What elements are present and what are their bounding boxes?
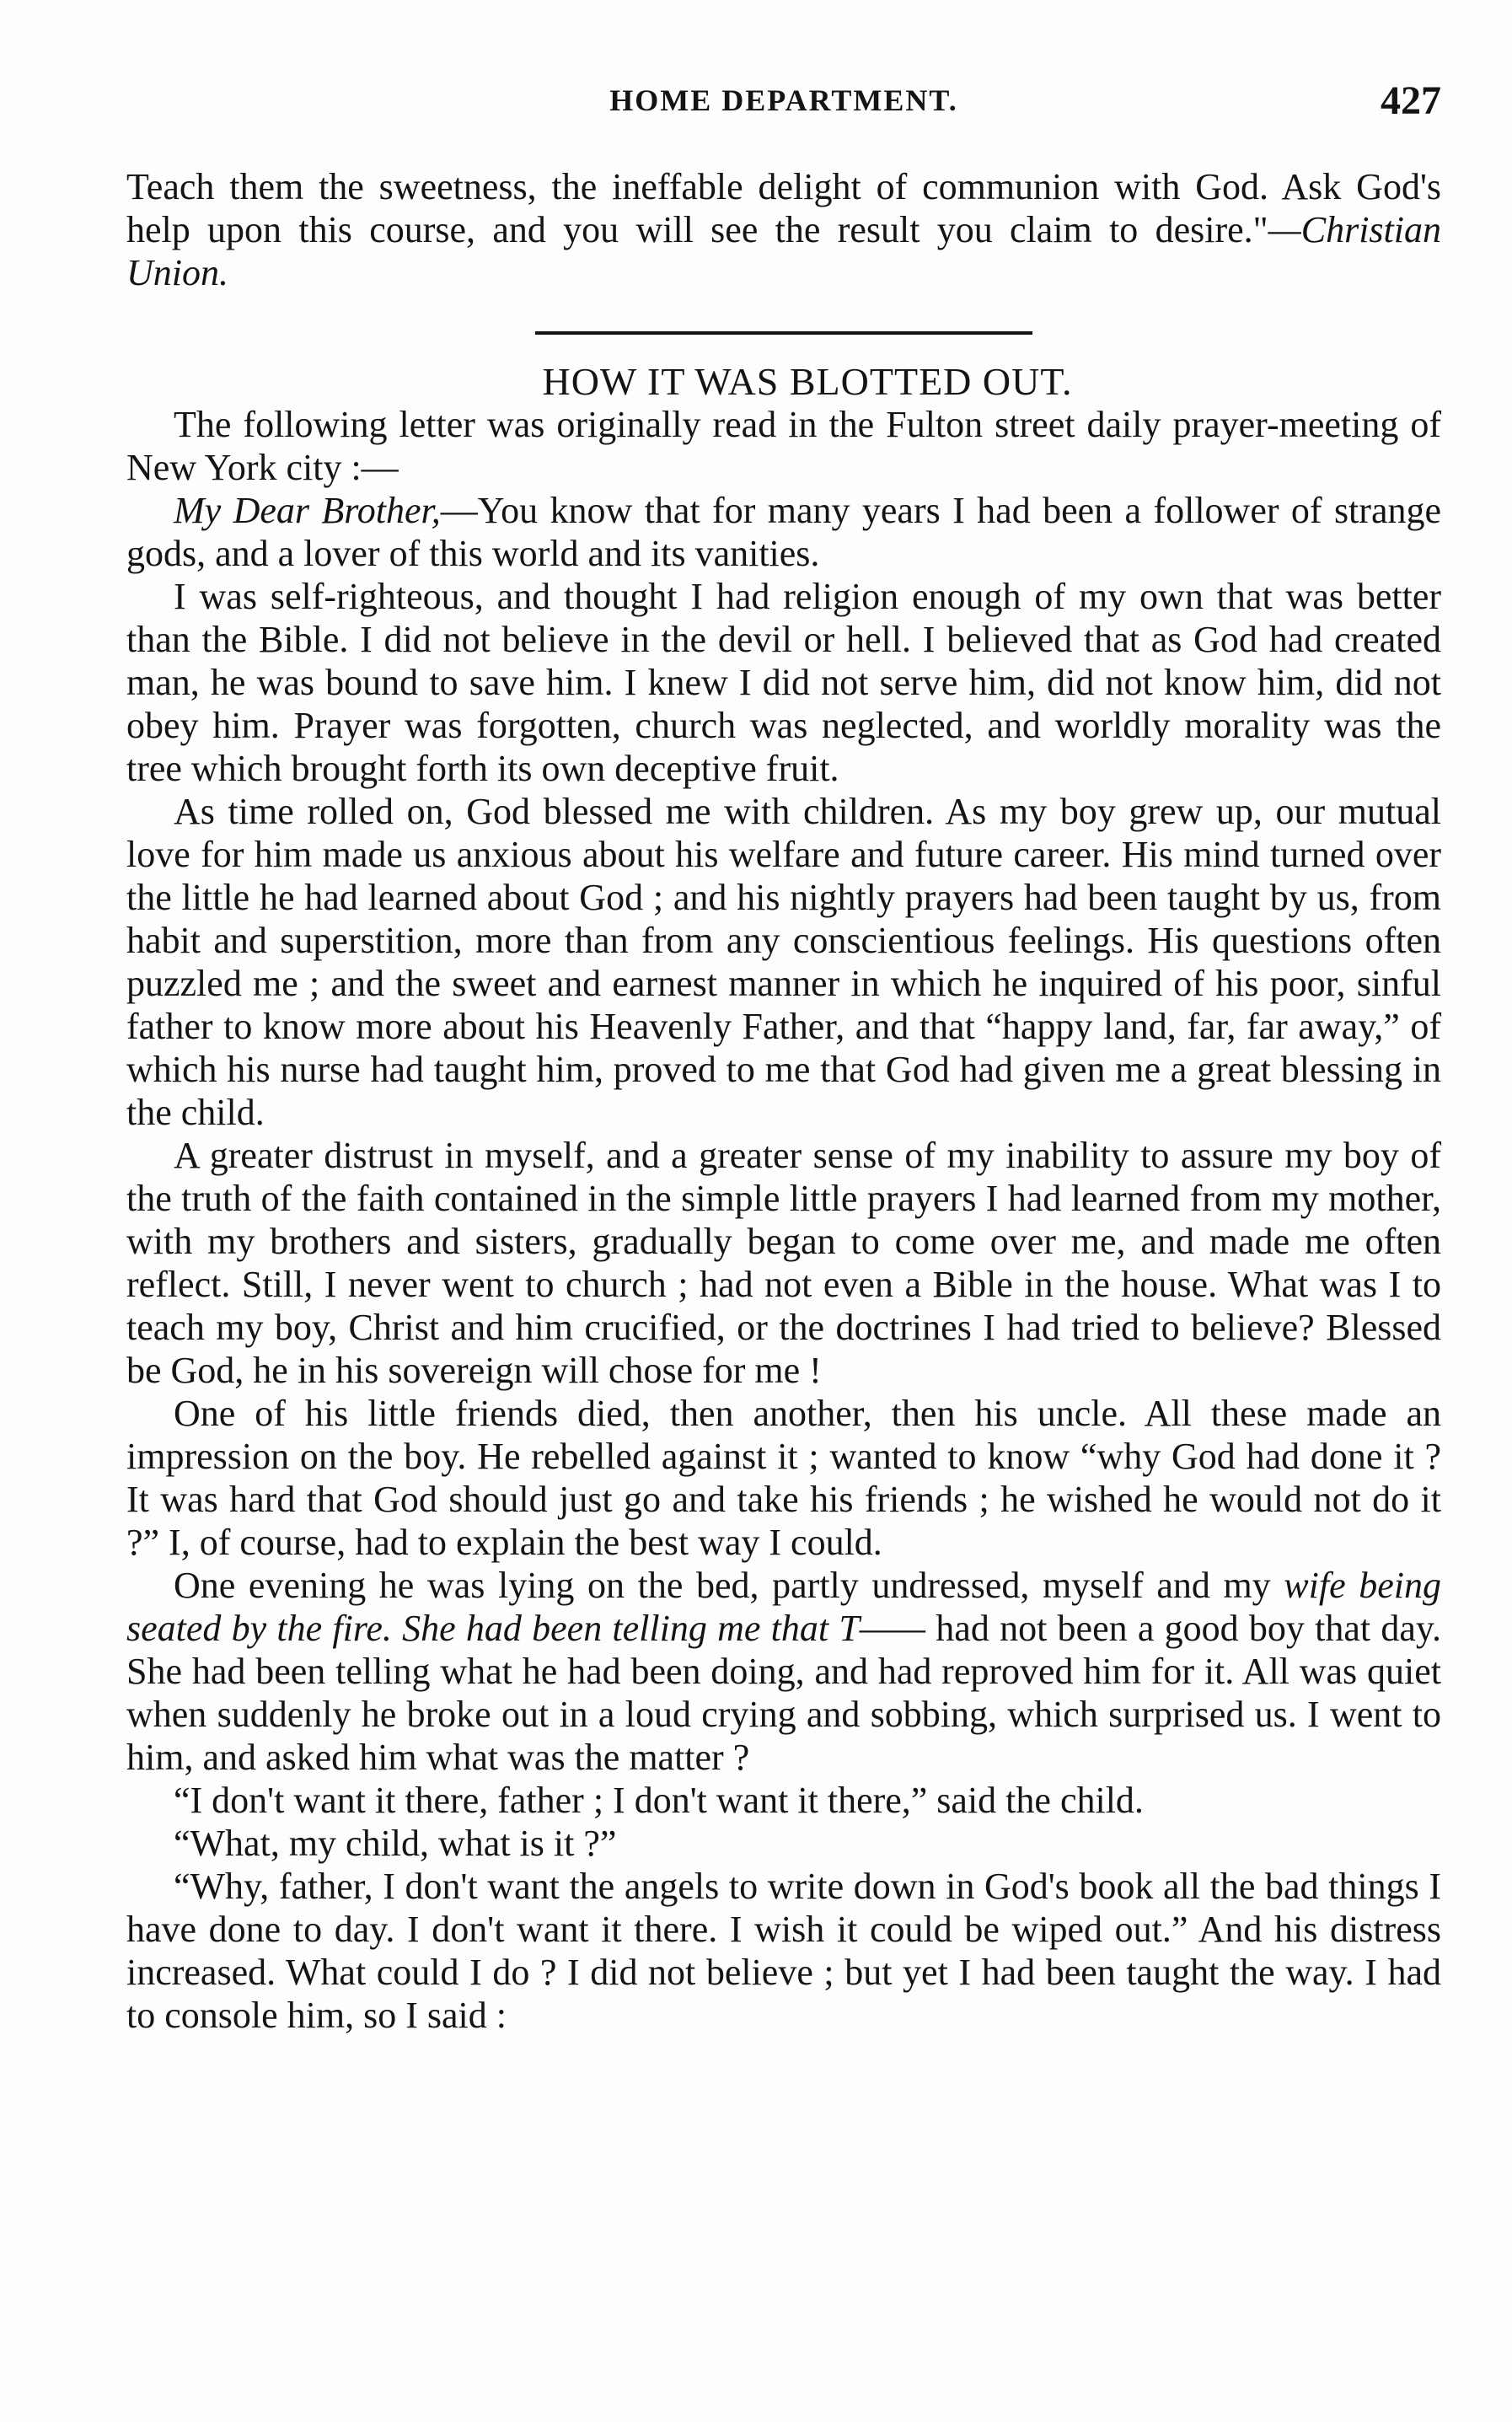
- running-title: HOME DEPARTMENT.: [609, 83, 958, 117]
- page-number: 427: [1381, 78, 1441, 123]
- letter-paragraph-1: [126, 489, 1441, 575]
- text-column: [126, 165, 1441, 2037]
- intro-paragraph: [126, 165, 1441, 294]
- letter-paragraph-6-start: One evening he was lying on the bed, partly undressed, myself and my: [174, 1565, 1284, 1606]
- letter-paragraph-8: “What, my child, what is it ?”: [174, 1823, 617, 1864]
- intro-source: —Christian Union.: [126, 209, 1441, 293]
- letter-paragraph-7: “I don't want it there, father ; I don't want it there,” said the child.: [174, 1780, 1144, 1821]
- letter-paragraph-4: A greater distrust in myself, and a greater sense of my inability to assure my boy of the truth of the faith contained in the simple little prayers I had learned from my mother, with my brothers and sisters, gradually began to come over me, and made me often reflect. Still, I never went to church ; had not even a Bible in the house. What was I to teach my boy, Christ and him crucified, or the doctrines I had tried to believe? Blessed be God, he in his sovereign will chose for me !: [126, 1135, 1441, 1391]
- letter-paragraph-1-text: —You know that for many years I had been a follower of strange gods, and a lover of this world and its vanities.: [126, 490, 1441, 574]
- letter-paragraph-6: [126, 1564, 1441, 1779]
- intro-text: Teach them the sweetness, the ineffable delight of communion with God. Ask God's help upon this course, and you will see the result you claim to desire.": [126, 166, 1441, 250]
- letter-paragraph-6-italic: wife being seated by the fire. She had been telling me that T——: [126, 1565, 1441, 1649]
- article-preface: The following letter was originally read in the Fulton street daily prayer-meeting of New York city :—: [126, 404, 1441, 488]
- letter-paragraph-6-end: had not been a good boy that day. She had been telling what he had been doing, and had reproved him for it. All was quiet when suddenly he broke out in a loud crying and sobbing, which surprised us. I went to him, and asked him what was the matter ?: [126, 1608, 1441, 1778]
- article-title: HOW IT WAS BLOTTED OUT.: [542, 360, 1073, 403]
- letter-paragraph-3: As time rolled on, God blessed me with children. As my boy grew up, our mutual love for him made us anxious about his welfare and future career. His mind turned over the little he had learned about God ; and his nightly prayers had been taught by us, from habit and superstition, more than from any conscientious feelings. His questions often puzzled me ; and the sweet and earnest manner in which he inquired of his poor, sinful father to know more about his Heavenly Father, and that “happy land, far, far away,” of which his nurse had taught him, proved to me that God had given me a great blessing in the child.: [126, 791, 1441, 1133]
- letter-salutation: My Dear Brother,: [174, 490, 441, 531]
- letter-paragraph-5: One of his little friends died, then another, then his uncle. All these made an impression on the boy. He rebelled against it ; wanted to know “why God had done it ? It was hard that God should just go and take his friends ; he wished he would not do it ?” I, of course, had to explain the best way I could.: [126, 1393, 1441, 1563]
- letter-paragraph-2: I was self-righteous, and thought I had religion enough of my own that was better than the Bible. I did not believe in the devil or hell. I believed that as God had created man, he was bound to save him. I knew I did not serve him, did not know him, did not obey him. Prayer was forgotten, church was neglected, and worldly morality was the tree which brought forth its own deceptive fruit.: [126, 576, 1441, 789]
- section-divider: [535, 331, 1032, 335]
- letter-paragraph-9: “Why, father, I don't want the angels to write down in God's book all the bad things I have done to day. I don't want it there. I wish it could be wiped out.” And his distress increased. What could I do ? I did not believe ; but yet I had been taught the way. I had to console him, so I said :: [126, 1866, 1441, 2036]
- running-head: [126, 78, 1441, 128]
